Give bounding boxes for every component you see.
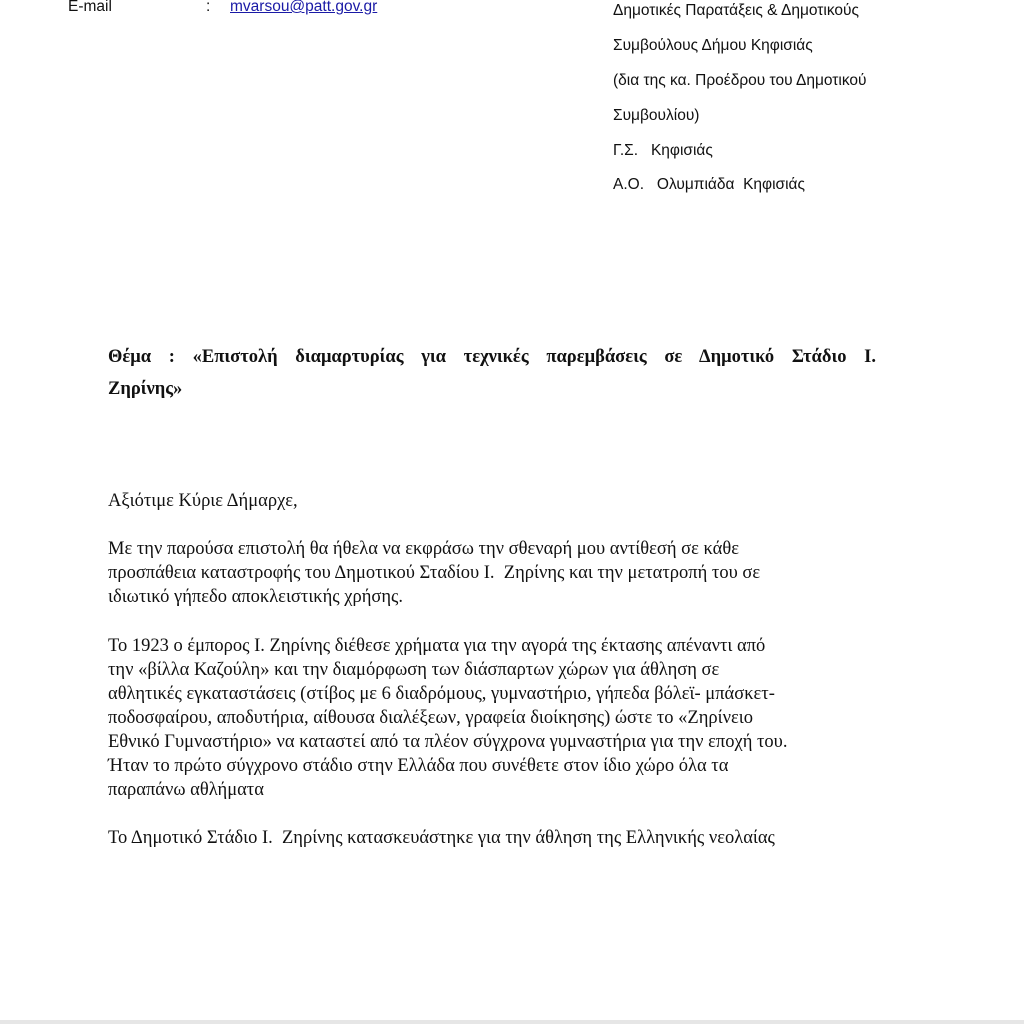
recipient-line: (δια της κα. Προέδρου του Δημοτικού <box>613 72 867 89</box>
text-line: ποδοσφαίρου, αποδυτήρια, αίθουσα διαλέξεων, γραφεία διοίκησης) ώστε το «Ζηρίνειο <box>108 708 753 728</box>
text-line: Το 1923 ο έμπορος Ι. Ζηρίνης διέθεσε χρήματα για την αγορά της έκτασης απέναντι από <box>108 636 766 656</box>
subject-line: Θέμα : «Επιστολή διαμαρτυρίας για τεχνικές παρεμβάσεις σε Δημοτικό Στάδιο Ι. <box>108 347 876 367</box>
recipient-line: Δημοτικές Παρατάξεις & Δημοτικούς <box>613 2 859 19</box>
text-line: την «βίλλα Καζούλη» και την διαμόρφωση των διάσπαρτων χώρων για άθληση σε <box>108 660 720 680</box>
subject-line: Ζηρίνης» <box>108 379 183 399</box>
email-label: E-mail <box>68 0 112 15</box>
text-line: Το Δημοτικό Στάδιο Ι. Ζηρίνης κατασκευάστηκε για την άθληση της Ελληνικής νεολαίας <box>108 828 775 848</box>
text-line: Ήταν το πρώτο σύγχρονο στάδιο στην Ελλάδα που συνέθετε στον ίδιο χώρο όλα τα <box>108 756 729 776</box>
page-bottom-edge <box>0 1020 1024 1024</box>
text-line: Με την παρούσα επιστολή θα ήθελα να εκφράσω την σθεναρή μου αντίθεσή σε κάθε <box>108 539 739 559</box>
text-line: προσπάθεια καταστροφής του Δημοτικού Σταδίου Ι. Ζηρίνης και την μετατροπή του σε <box>108 563 761 583</box>
recipient-line: Συμβουλίου) <box>613 107 700 124</box>
recipient-line: Συμβούλους Δήμου Κηφισιάς <box>613 37 813 54</box>
text-line: Εθνικό Γυμναστήριο» να καταστεί από τα πλέον σύγχρονα γυμναστήρια για την εποχή του. <box>108 732 788 752</box>
text-line: αθλητικές εγκαταστάσεις (στίβος με 6 διαδρόμους, γυμναστήριο, γήπεδα βόλεϊ- μπάσκετ- <box>108 684 775 704</box>
email-link[interactable]: mvarsou@patt.gov.gr <box>230 0 378 15</box>
greeting: Αξιότιμε Κύριε Δήμαρχε, <box>108 491 298 511</box>
recipient-line: Α.Ο. Ολυμπιάδα Κηφισιάς <box>613 176 805 193</box>
email-separator: : <box>206 0 211 15</box>
recipient-line: Γ.Σ. Κηφισιάς <box>613 142 713 159</box>
text-line: ιδιωτικό γήπεδο αποκλειστικής χρήσης. <box>108 587 403 607</box>
text-line: παραπάνω αθλήματα <box>108 780 264 800</box>
